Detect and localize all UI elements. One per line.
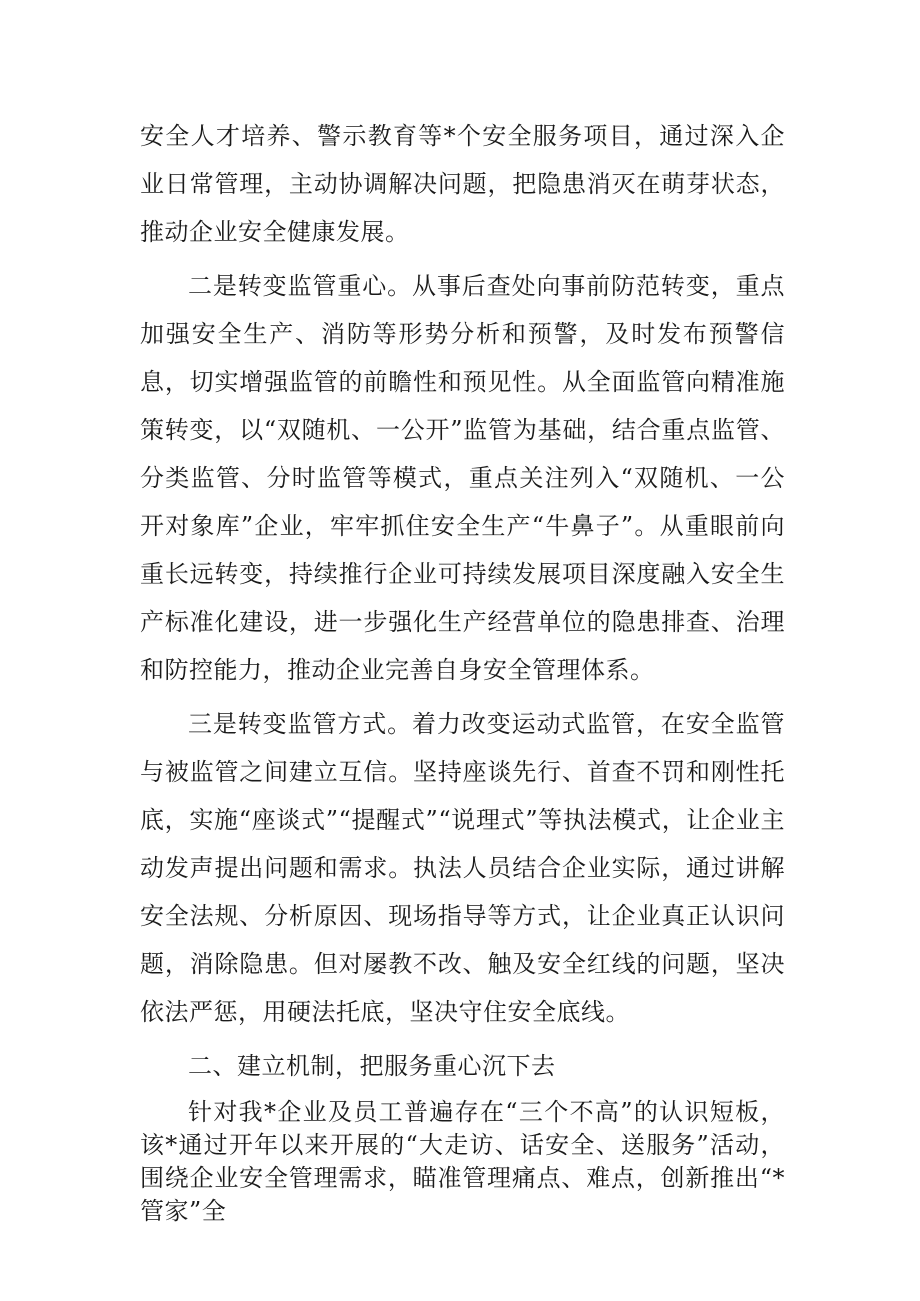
section-heading-mechanism: 二、建立机制，把服务重心沉下去 [188,1052,556,1080]
document-body [140,112,785,1228]
paragraph-supervision-method: 三是转变监管方式。着力改变运动式监管，在安全监管与被监管之间建立互信。坚持座谈先行、首查不罚和刚性托底，实施“座谈式”“提醒式”“说理式”等执法模式，让企业主动发声提出问题和需求。执法人员结合企业实际，通过讲解安全法规、分析原因、现场指导等方式，让企业真正认识问题，消除隐患。但对屡教不改、触及安全红线的问题，坚决依法严惩，用硬法托底，坚决守住安全底线。 [140,710,785,1026]
paragraph-service-mechanism: 针对我*企业及员工普遍存在“三个不高”的认识短板，该*通过开年以来开展的“大走访、话安全、送服务”活动，围绕企业安全管理需求，瞄准管理痛点、难点，创新推出“*管家”全 [140,1098,785,1225]
paragraph-continuation: 安全人才培养、警示教育等*个安全服务项目，通过深入企业日常管理，主动协调解决问题，把隐患消灭在萌芽状态，推动企业安全健康发展。 [140,122,785,246]
paragraph-supervision-focus: 二是转变监管重心。从事后查处向事前防范转变，重点加强安全生产、消防等形势分析和预警，及时发布预警信息，切实增强监管的前瞻性和预见性。从全面监管向精准施策转变，以“双随机、一公开”监管为基础，结合重点监管、分类监管、分时监管等模式，重点关注列入“双随机、一公开对象库”企业，牢牢抓住安全生产“牛鼻子”。从重眼前向重长远转变，持续推行企业可持续发展项目深度融入安全生产标准化建设，进一步强化生产经营单位的隐患排查、治理和防控能力，推动企业完善自身安全管理体系。 [140,272,785,684]
